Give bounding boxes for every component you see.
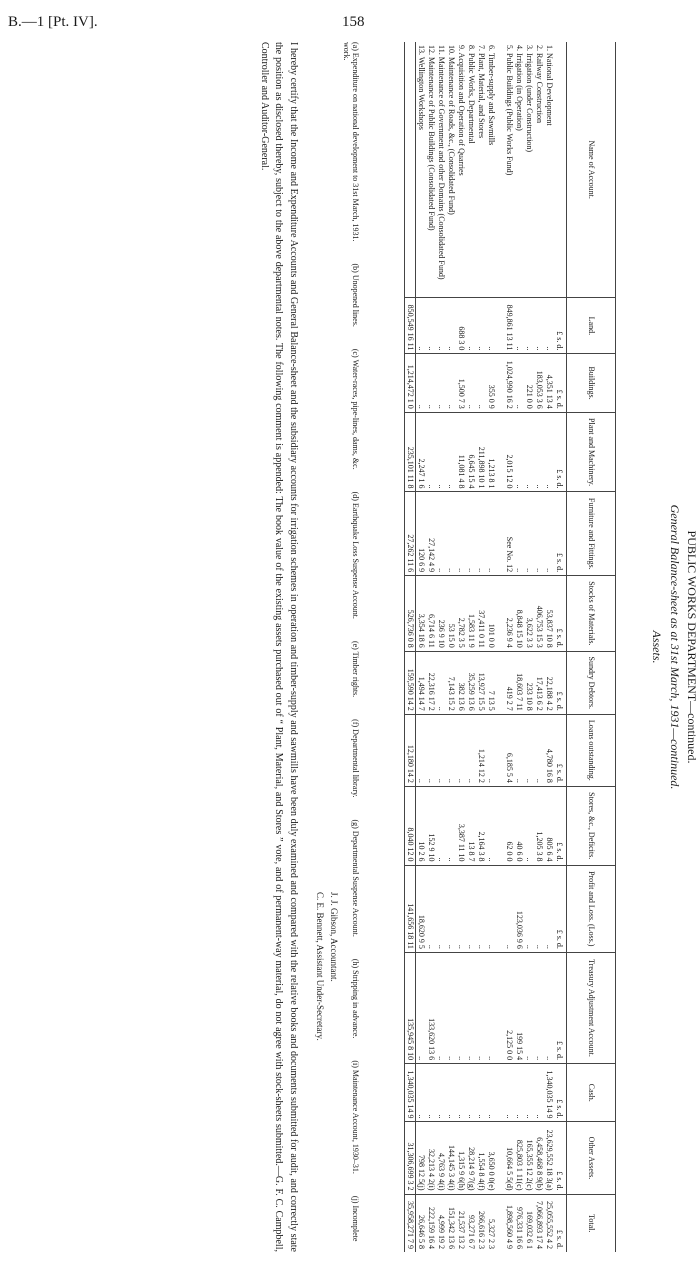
amount-cell: .. [534,714,544,786]
amount-cell: .. [446,354,456,412]
unit-label: £ s. d. [554,576,567,652]
unit-label: £ s. d. [554,714,567,786]
amount-cell: .. [524,492,534,576]
amount-cell [496,354,504,412]
amount-cell: .. [514,298,524,354]
amount-cell: 2,164 3 8 [476,786,486,865]
total-cell: 1,340,035 14 9 [405,1064,416,1122]
amount-cell: .. [436,412,446,492]
signatures [313,892,340,1041]
column-header: Land. [567,298,616,354]
amount-cell: .. [436,651,446,714]
amount-cell: 22,188 4 2 [544,651,554,714]
column-header: Other Assets. [567,1122,616,1194]
account-name: 8. Public Works, Departmental [467,45,476,144]
amount-cell: 221 0 0 [524,354,534,412]
account-name: 11. Maintenance of Government and other Domains (Consolidated Fund) [437,45,446,280]
column-header: Buildings. [567,354,616,412]
amount-cell: 7,066,893 17 4 [534,1194,544,1252]
amount-cell: 183,053 3 6 [534,354,544,412]
amount-cell: .. [426,298,436,354]
amount-cell: .. [486,952,496,1063]
amount-cell: .. [544,298,554,354]
footnotes [342,42,360,1252]
table-row [486,42,496,1252]
amount-cell [496,1122,504,1194]
amount-cell: 1,500 7 3 [456,354,466,412]
department-title: PUBLIC WORKS DEPARTMENT—continued. [685,530,699,764]
amount-cell: 4,780 16 8 [544,714,554,786]
table-body [416,42,555,1252]
amount-cell: 2,236 9 4 [504,576,514,652]
amount-cell: 11,081 4 8 [456,412,466,492]
amount-cell: .. [486,492,496,576]
amount-cell: .. [446,1064,456,1122]
amount-cell: 798 12 5(j) [416,1122,427,1194]
amount-cell: .. [524,412,534,492]
unit-label: £ s. d. [554,786,567,865]
total-cell: 141,656 18 11 [405,865,416,952]
account-name: 12. Maintenance of Public Buildings (Consolidated Fund) [427,45,436,231]
amount-cell: .. [446,492,456,576]
auditor-certificate: I hereby certify that the Income and Expenditure Accounts and General Balance-sheet and the subsidiary accounts for irrigation schemes in operation and timber-supply and sawmills have been duly examined and compared with the relative books and documents submitted for audit, and correctly state the position as disclosed thereby, subject to the above departmental notes. The following comment is appended: The book value of the existing assets purchased out of “ Plant, Material, and Stores ” vote, and of permanent-way material, do not agree with stock-sheets submitted.—G. F. C. Campbell, Controller and Auditor-General. [259,42,299,1252]
amount-cell: 152 9 10 [426,786,436,865]
amount-cell: .. [456,492,466,576]
amount-cell: 144,145 3 4(i) [446,1122,456,1194]
amount-cell: 222,159 16 4 [426,1194,436,1252]
amount-cell: .. [514,412,524,492]
amount-cell: 266,616 2 3 [476,1194,486,1252]
amount-cell [496,651,504,714]
amount-cell: 1,024,990 16 2 [504,354,514,412]
assistant-secretary-signature: C. E. Bennett, Assistant Under-Secretary. [315,892,326,1041]
table-row [456,42,466,1252]
footnote: (e) Timber rights. [351,640,360,698]
amount-cell: .. [534,1064,544,1122]
table-row [426,42,436,1252]
amount-cell: 1,898,560 4 9 [504,1194,514,1252]
amount-cell: 1,205 3 8 [534,786,544,865]
table-row [504,42,514,1252]
amount-cell: 62 0 0 [504,786,514,865]
unit-label: £ s. d. [554,492,567,576]
amount-cell: .. [456,714,466,786]
amount-cell: .. [544,412,554,492]
footnote: (g) Departmental Suspense Account. [351,819,360,937]
amount-cell [496,865,504,952]
column-header: Stocks of Materials. [567,576,616,652]
amount-cell: 8,848 15 10 [514,576,524,652]
column-header: Sundry Debtors. [567,651,616,714]
column-header: Furniture and Fittings. [567,492,616,576]
amount-cell: 211,898 10 1 [476,412,486,492]
amount-cell: .. [466,1064,476,1122]
amount-cell: 1,583 11 9 [466,576,476,652]
account-name: 6. Timber-supply and Sawmills [487,45,496,146]
amount-cell: 6,185 5 4 [504,714,514,786]
account-name: 7. Plant, Material, and Stores [477,45,486,139]
account-name: 9. Acquisition and Operation of Quarries [457,45,466,176]
amount-cell: 120 6 9 [416,492,427,576]
amount-cell: 1,340,035 14 9 [544,1064,554,1122]
amount-cell: 406,753 15 3 [534,576,544,652]
table-row [534,42,544,1252]
amount-cell: .. [436,492,446,576]
amount-cell: 1,554 8 4(f) [476,1122,486,1194]
column-header: Total. [567,1194,616,1252]
amount-cell: .. [476,298,486,354]
amount-cell: .. [504,865,514,952]
amount-cell: 22,316 17 2 [426,651,436,714]
amount-cell: 849,861 13 11 [504,298,514,354]
footnote: (f) Departmental library. [351,719,360,798]
column-header: Treasury Adjustment Account. [567,952,616,1063]
amount-cell: .. [416,1064,427,1122]
amount-cell [496,1194,504,1252]
unit-label: £ s. d. [554,952,567,1063]
total-cell: 12,180 14 2 [405,714,416,786]
amount-cell: .. [436,865,446,952]
amount-cell: 2,125 0 0 [504,952,514,1063]
amount-cell: 355 0 9 [486,354,496,412]
unit-label [554,42,567,298]
amount-cell: .. [534,412,544,492]
amount-cell: .. [436,1064,446,1122]
unit-label: £ s. d. [554,298,567,354]
amount-cell: .. [466,952,476,1063]
amount-cell: 3,387 11 10 [456,786,466,865]
amount-cell: 18,603 7 11 [514,651,524,714]
amount-cell: .. [544,952,554,1063]
amount-cell: .. [416,714,427,786]
column-header: Name of Account. [567,42,616,298]
amount-cell: .. [446,412,456,492]
amount-cell: 53,837 10 8 [544,576,554,652]
amount-cell: .. [466,492,476,576]
totals-row [405,42,416,1252]
amount-cell: 1,494 14 7 [416,651,427,714]
amount-cell: 53 15 0 [446,576,456,652]
table-row [524,42,534,1252]
footnote: (a) Expenditure on national development to 31st March, 1931. [351,42,360,242]
amount-cell: .. [514,1064,524,1122]
account-name: 3. Irrigation (under Construction) [525,45,534,153]
amount-cell: 976,331 16 6 [514,1194,524,1252]
unit-label: £ s. d. [554,354,567,412]
amount-cell: .. [436,786,446,865]
amount-cell: 4,351 13 4 [544,354,554,412]
table-row [436,42,446,1252]
total-cell: 159,590 14 2 [405,651,416,714]
table-row [476,42,486,1252]
account-name: 4. Irrigation (in Operation) [515,45,524,131]
page-number: 158 [342,14,365,30]
amount-cell: .. [486,786,496,865]
amount-cell: 199 15 4 [514,952,524,1063]
amount-cell: 21,537 13 2 [456,1194,466,1252]
amount-cell: .. [416,354,427,412]
amount-cell: 3,650 0 0(e) [486,1122,496,1194]
report-reference: B.—1 [Pt. IV]. [8,14,98,30]
amount-cell: 419 2 7 [504,651,514,714]
amount-cell: .. [534,492,544,576]
total-cell: 850,549 16 11 [405,298,416,354]
account-name: 5. Public Buildings (Public Works Fund) [505,45,514,176]
amount-cell: .. [514,354,524,412]
amount-cell: .. [476,952,486,1063]
amount-cell: .. [416,298,427,354]
amount-cell [496,298,504,354]
footnote: (h) Stripping in advance. [351,958,360,1039]
unit-label: £ s. d. [554,1194,567,1252]
amount-cell: .. [514,492,524,576]
balance-sheet-title [648,42,700,1252]
amount-cell: .. [524,714,534,786]
amount-cell: 4,763 9 4(i) [436,1122,446,1194]
footnote: (b) Unopened lines. [351,263,360,327]
amount-cell: 6,458,468 8 9(b) [534,1122,544,1194]
total-cell: 135,945 8 10 [405,952,416,1063]
rotated-balance-sheet [230,42,700,1252]
amount-cell: .. [544,492,554,576]
unit-label: £ s. d. [554,1064,567,1122]
amount-cell: .. [476,492,486,576]
amount-cell: 233 10 8 [524,651,534,714]
amount-cell: 3,622 3 3 [524,576,534,652]
footnote: (c) Water-races, pipe-lines, dams, &c. [351,348,360,470]
assets-table [404,42,616,1252]
amount-cell: 151,342 13 6 [446,1194,456,1252]
amount-cell: 5,327 2 3 [486,1194,496,1252]
amount-cell: .. [416,952,427,1063]
total-cell: 35,958,271 7 9 [405,1194,416,1252]
column-header: Profit and Loss. (Loss.) [567,865,616,952]
units-row [554,42,567,1252]
amount-cell: .. [486,714,496,786]
amount-cell: 2,247 1 6 [416,412,427,492]
unit-label: £ s. d. [554,865,567,952]
amount-cell: 101 0 0 [486,576,496,652]
amount-cell: .. [466,865,476,952]
amount-cell [496,576,504,652]
amount-cell: .. [524,865,534,952]
amount-cell: .. [426,1064,436,1122]
column-header: Plant and Machinery. [567,412,616,492]
amount-cell: 825,803 1 11(c) [514,1122,524,1194]
header-row [567,42,616,1252]
amount-cell: .. [524,1064,534,1122]
amount-cell: 2,782 3 5 [456,576,466,652]
amount-cell: 10,664 5 5(d) [504,1122,514,1194]
amount-cell: .. [514,714,524,786]
column-header: Stores, &c., Deficits. [567,786,616,865]
amount-cell: .. [466,714,476,786]
amount-cell: .. [446,714,456,786]
amount-cell: .. [426,714,436,786]
footnote: (d) Earthquake Loss Suspense Account. [351,491,360,619]
account-name: 10. Maintenance of Roads, &c., (Consolidated Fund) [447,45,456,215]
column-header: Loans outstanding. [567,714,616,786]
amount-cell: 37,411 0 11 [476,576,486,652]
amount-cell: 805 6 4 [544,786,554,865]
table-row [446,42,456,1252]
account-name: 13. Wellington Workshops [417,45,426,130]
amount-cell: .. [446,298,456,354]
amount-cell: .. [524,786,534,865]
amount-cell: 27,142 4 9 [426,492,436,576]
footnote: (i) Maintenance Account, 1930–31. [351,1060,360,1174]
amount-cell: .. [524,298,534,354]
amount-cell: 6,645 15 4 [466,412,476,492]
footnote: (j) Incomplete work. [342,42,360,1242]
amount-cell: 165,355 12 2(c) [524,1122,534,1194]
total-cell: 8,040 12 0 [405,786,416,865]
amount-cell [496,412,504,492]
total-cell: 1,214,472 1 0 [405,354,416,412]
amount-cell [496,1064,504,1122]
unit-label: £ s. d. [554,651,567,714]
amount-cell: .. [466,298,476,354]
amount-cell: 688 3 0 [456,298,466,354]
total-cell: 31,306,699 3 2 [405,1122,416,1194]
amount-cell: .. [524,952,534,1063]
amount-cell [496,786,504,865]
amount-cell: 23,629,552 18 3(a) [544,1122,554,1194]
amount-cell: 93,271 6 7 [466,1194,476,1252]
amount-cell: .. [426,865,436,952]
amount-cell: .. [544,865,554,952]
amount-cell: .. [436,354,446,412]
amount-cell: See No. 12 [504,492,514,576]
amount-cell: .. [456,1064,466,1122]
amount-cell: 123,036 9 6 [514,865,524,952]
unit-label: £ s. d. [554,412,567,492]
total-cell: 235,101 11 8 [405,412,416,492]
unit-label: £ s. d. [554,1122,567,1194]
amount-cell: .. [446,952,456,1063]
amount-cell: .. [534,298,544,354]
table-row [514,42,524,1252]
amount-cell: .. [436,952,446,1063]
amount-cell: .. [456,952,466,1063]
amount-cell: 7 13 5 [486,651,496,714]
amount-cell: .. [426,412,436,492]
amount-cell: .. [446,786,456,865]
amount-cell: 6,714 6 11 [426,576,436,652]
amount-cell: .. [486,298,496,354]
table-row [544,42,554,1252]
amount-cell: 32,213 4 2(i) [426,1122,436,1194]
amount-cell: 382 13 6 [456,651,466,714]
amount-cell: 18,620 9 5 [416,865,427,952]
amount-cell: .. [476,354,486,412]
total-cell: 526,736 0 8 [405,576,416,652]
amount-cell: .. [534,952,544,1063]
amount-cell: 25,055,552 4 2 [544,1194,554,1252]
amount-cell: 28,214 9 7(g) [466,1122,476,1194]
amount-cell: 169,032 6 1 [524,1194,534,1252]
table-row [416,42,427,1252]
amount-cell: 17,413 6 2 [534,651,544,714]
amount-cell: 1,214 12 2 [476,714,486,786]
amount-cell [496,952,504,1063]
amount-cell: 236 9 10 [436,576,446,652]
amount-cell: .. [486,865,496,952]
sheet-title: General Balance-sheet as at 31st March, 1931—continued. [667,504,682,790]
amount-cell [496,492,504,576]
amount-cell: 13,927 15 5 [476,651,486,714]
amount-cell: .. [534,865,544,952]
amount-cell: .. [476,865,486,952]
amount-cell: 40 6 0 [514,786,524,865]
totals-label [405,42,416,298]
amount-cell: 1,315 9 6(h) [456,1122,466,1194]
amount-cell: .. [466,354,476,412]
account-name: 1. National Development [545,45,554,126]
amount-cell: .. [456,865,466,952]
amount-cell: 26,646 5 8 [416,1194,427,1252]
table-row [496,42,504,1252]
amount-cell: 10 2 6 [416,786,427,865]
total-cell: 27,262 11 6 [405,492,416,576]
table-row [466,42,476,1252]
column-header: Cash. [567,1064,616,1122]
amount-cell: .. [426,354,436,412]
amount-cell: .. [436,298,446,354]
account-name: 2. Railway Construction [535,45,544,123]
section-title: Assets. [650,630,665,664]
amount-cell: 13 8 7 [466,786,476,865]
amount-cell: 2,015 12 0 [504,412,514,492]
accountant-signature: J. J. Gibson, Accountant. [329,892,339,982]
amount-cell [496,714,504,786]
amount-cell: .. [504,1064,514,1122]
amount-cell: 4,999 19 2 [436,1194,446,1252]
account-name [496,42,504,298]
amount-cell: 7,143 15 2 [446,651,456,714]
amount-cell: .. [446,865,456,952]
amount-cell: 133,620 13 6 [426,952,436,1063]
amount-cell: .. [486,1064,496,1122]
amount-cell: .. [436,714,446,786]
amount-cell: 3,354 18 6 [416,576,427,652]
amount-cell: 35,259 13 6 [466,651,476,714]
amount-cell: 1,213 8 1 [486,412,496,492]
amount-cell: .. [476,1064,486,1122]
